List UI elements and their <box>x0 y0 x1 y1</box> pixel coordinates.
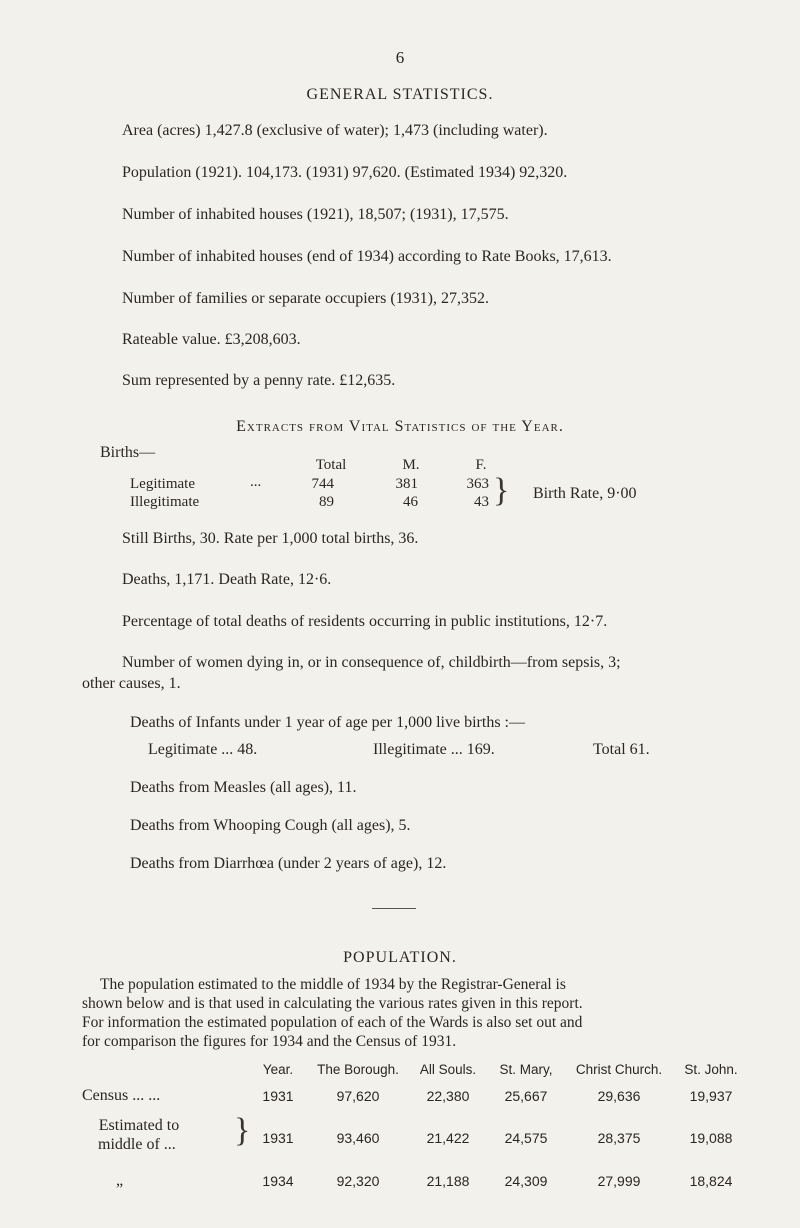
institution-deaths-line: Percentage of total deaths of residents occurring in public institutions, 12·7. <box>122 613 608 630</box>
population-paragraph-line-3: For information the estimated population of each of the Wards is also set out and <box>82 1014 583 1031</box>
pop-1934-christ-church: 27,999 <box>597 1173 641 1189</box>
births-label: Births— <box>100 444 156 461</box>
population-line: Population (1921). 104,173. (1931) 97,620. (Estimated 1934) 92,320. <box>122 164 568 181</box>
pop-census-borough: 97,620 <box>336 1088 380 1104</box>
population-heading: POPULATION. <box>343 949 457 966</box>
pop-estimated-1931-borough: 93,460 <box>336 1130 380 1146</box>
infant-deaths-heading: Deaths of Infants under 1 year of age per 1,000 live births :— <box>130 714 525 731</box>
births-legitimate-total: 744 <box>311 476 334 492</box>
pop-census-st-john: 19,937 <box>689 1088 733 1104</box>
population-paragraph-line-4: for comparison the figures for 1934 and the Census of 1931. <box>82 1033 457 1050</box>
pop-estimated-1931-all-souls: 21,422 <box>426 1130 470 1146</box>
infant-illegitimate: Illegitimate ... 169. <box>373 741 495 758</box>
pop-estimated-1931-st-john: 19,088 <box>689 1130 733 1146</box>
pop-1934-borough: 92,320 <box>336 1173 380 1189</box>
infant-total: Total 61. <box>593 741 650 758</box>
diarrhoea-deaths-line: Deaths from Diarrhœa (under 2 years of age), 12. <box>130 855 447 872</box>
pop-header-st-john: St. John. <box>684 1062 738 1077</box>
births-illegitimate-f: 43 <box>474 494 489 510</box>
births-illegitimate-m: 46 <box>403 494 418 510</box>
births-header-f: F. <box>475 457 487 473</box>
pop-1934-st-john: 18,824 <box>689 1173 733 1189</box>
families-line: Number of families or separate occupiers (1931), 27,352. <box>122 290 489 307</box>
pop-row-census-label: Census ... ... <box>82 1087 161 1104</box>
births-row-illegitimate-label: Illegitimate <box>130 494 200 510</box>
houses-1921-1931-line: Number of inhabited houses (1921), 18,507; (1931), 17,575. <box>122 206 509 223</box>
births-legitimate-f: 363 <box>466 476 489 492</box>
pop-estimated-brace: } <box>234 1112 251 1149</box>
whooping-cough-deaths-line: Deaths from Whooping Cough (all ages), 5. <box>130 817 411 834</box>
childbirth-other-causes: other causes, 1. <box>82 675 181 692</box>
vital-statistics-heading: Extracts from Vital Statistics of the Year. <box>236 418 564 435</box>
births-header-m: M. <box>402 457 420 473</box>
pop-estimated-1931-christ-church: 28,375 <box>597 1130 641 1146</box>
pop-header-borough: The Borough. <box>317 1062 399 1077</box>
infant-legitimate: Legitimate ... 48. <box>148 741 258 758</box>
pop-1934-year: 1934 <box>262 1173 294 1189</box>
rateable-value-line: Rateable value. £3,208,603. <box>122 331 301 348</box>
pop-census-christ-church: 29,636 <box>597 1088 641 1104</box>
measles-deaths-line: Deaths from Measles (all ages), 11. <box>130 779 357 796</box>
population-paragraph-line-1: The population estimated to the middle of 1934 by the Registrar-General is <box>100 976 566 993</box>
births-legitimate-m: 381 <box>395 476 418 492</box>
pop-header-all-souls: All Souls. <box>419 1062 477 1077</box>
page-number: 6 <box>395 48 405 67</box>
pop-header-christ-church: Christ Church. <box>575 1062 663 1077</box>
deaths-line: Deaths, 1,171. Death Rate, 12·6. <box>122 571 332 588</box>
area-line: Area (acres) 1,427.8 (exclusive of water); 1,473 (including water). <box>122 122 548 139</box>
pop-row-estimated-label-line-1: Estimated to <box>98 1117 180 1134</box>
pop-estimated-1931-year: 1931 <box>262 1130 294 1146</box>
births-header-total: Total <box>315 457 347 473</box>
houses-1934-line: Number of inhabited houses (end of 1934) according to Rate Books, 17,613. <box>122 248 612 265</box>
pop-1934-st-mary: 24,309 <box>504 1173 548 1189</box>
pop-row-ditto-label: „ <box>116 1172 124 1189</box>
births-brace: } <box>493 472 510 509</box>
pop-row-estimated-label-line-2: middle of ... <box>98 1136 176 1153</box>
births-row-legitimate-label: Legitimate <box>130 476 195 492</box>
childbirth-deaths-line: Number of women dying in, or in consequence of, childbirth—from sepsis, 3; <box>122 654 621 671</box>
births-illegitimate-total: 89 <box>319 494 334 510</box>
penny-rate-line: Sum represented by a penny rate. £12,635. <box>122 372 396 389</box>
pop-census-all-souls: 22,380 <box>426 1088 470 1104</box>
pop-census-year: 1931 <box>262 1088 294 1104</box>
population-paragraph-line-2: shown below and is that used in calculating the various rates given in this report. <box>82 995 583 1012</box>
section-divider <box>372 908 416 909</box>
births-row-legitimate-dots: ... <box>250 474 262 490</box>
pop-header-year: Year. <box>262 1062 294 1077</box>
pop-header-st-mary: St. Mary, <box>499 1062 553 1077</box>
still-births-line: Still Births, 30. Rate per 1,000 total births, 36. <box>122 530 419 547</box>
general-statistics-heading: GENERAL STATISTICS. <box>306 86 494 103</box>
pop-1934-all-souls: 21,188 <box>426 1173 470 1189</box>
pop-census-st-mary: 25,667 <box>504 1088 548 1104</box>
pop-estimated-1931-st-mary: 24,575 <box>504 1130 548 1146</box>
birth-rate: Birth Rate, 9·00 <box>533 485 637 502</box>
